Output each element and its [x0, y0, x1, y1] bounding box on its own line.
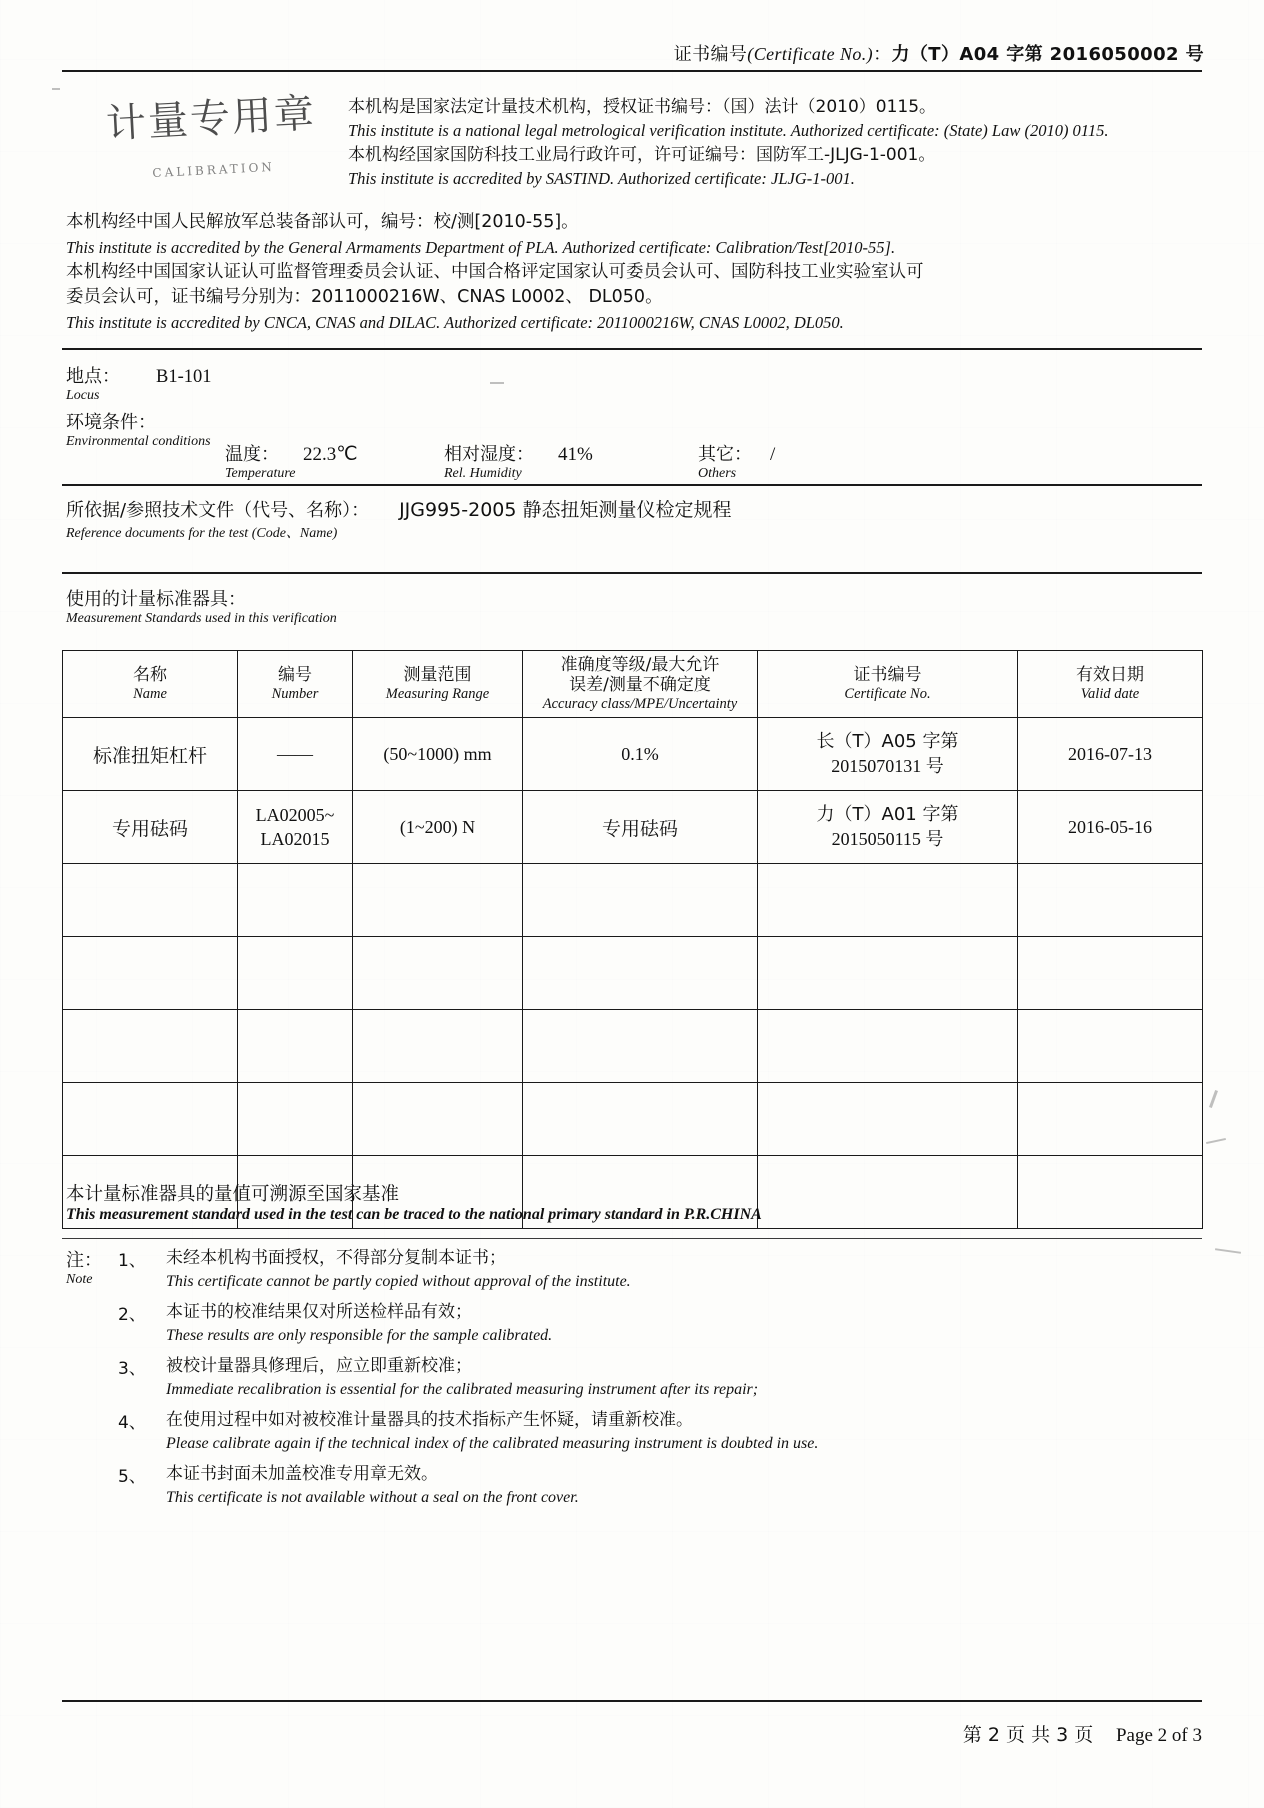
- col-valid-date-en: Valid date: [1080, 685, 1140, 702]
- cell-range: [353, 864, 523, 937]
- table-row: [63, 864, 1203, 937]
- note-text-en: These results are only responsible for the sample calibrated.: [166, 1326, 553, 1344]
- certificate-number-label-cn: 证书编号: [673, 44, 748, 65]
- note-text-cn: 本证书的校准结果仅对所送检样品有效；: [166, 1302, 472, 1323]
- divider-before-notes: [62, 1238, 1202, 1239]
- divider-footer: [62, 1700, 1202, 1702]
- standards-table: [62, 650, 1203, 1229]
- note-text-en: Please calibrate again if the technical index of the calibrated measuring instrument is doubted in use.: [166, 1434, 819, 1452]
- col-range-en: Measuring Range: [385, 685, 490, 702]
- col-accuracy-cn-1: 准确度等级/最大允许: [560, 654, 720, 675]
- traceability-en: This measurement standard used in the test can be traced to the national primary standard in P.R.CHINA: [66, 1206, 762, 1223]
- environment-label-cn: 环境条件：: [66, 412, 156, 433]
- temperature-label-en: Temperature: [225, 466, 296, 481]
- cell-number: [238, 1083, 353, 1156]
- humidity-value: 41%: [558, 444, 593, 465]
- accreditation-line1-cn: 本机构是国家法定计量技术机构，授权证书编号：（国）法计（2010）0115。: [348, 97, 937, 117]
- scan-speck: [490, 382, 504, 384]
- scan-speck: [1206, 1138, 1226, 1144]
- note-text-cn: 被校计量器具修理后，应立即重新校准；: [166, 1356, 472, 1377]
- note-number: 1、: [118, 1251, 146, 1271]
- col-accuracy-cn-2: 误差/测量不确定度: [569, 675, 711, 696]
- locus-field: [66, 362, 212, 404]
- page-number-en: Page 2 of 3: [1115, 1725, 1202, 1746]
- cell-number: ——: [238, 718, 353, 791]
- table-row: [63, 791, 1203, 864]
- cell-certificate-no-line1: 长（T）A05 字第: [816, 730, 959, 752]
- accreditation-line4-en: This institute is accredited by CNCA, CNAS and DILAC. Authorized certificate: 2011000216W, CNAS L0002, DL050.: [66, 312, 844, 332]
- reference-document-value: JJG995-2005 静态扭矩测量仪检定规程: [399, 499, 732, 521]
- cell-number: [238, 864, 353, 937]
- cell-range: (1~200) N: [353, 791, 523, 864]
- table-row: [63, 937, 1203, 1010]
- table-row: [63, 1083, 1203, 1156]
- cell-accuracy: 专用砝码: [523, 791, 758, 864]
- note-item: [66, 1300, 1206, 1347]
- cell-range: (50~1000) mm: [353, 718, 523, 791]
- divider-top: [62, 70, 1202, 72]
- notes-label-en: Note: [66, 1272, 93, 1287]
- accreditation-block-wide: [66, 210, 1206, 335]
- col-valid-date: [1018, 651, 1203, 718]
- cell-valid-date: [1018, 864, 1203, 937]
- reference-document-label-en: Reference documents for the test (Code、Name): [66, 526, 338, 541]
- page-number-cn: 第 2 页 共 3 页: [962, 1724, 1094, 1746]
- institute-seal: [103, 92, 323, 203]
- table-row: [63, 1010, 1203, 1083]
- cell-accuracy: [523, 864, 758, 937]
- certificate-number-separator: ：: [873, 44, 892, 65]
- cell-certificate-no: [758, 718, 1018, 791]
- certificate-number-label-en: (Certificate No.): [747, 44, 874, 64]
- seal-text: 计量专用章: [104, 90, 318, 148]
- col-number-en: Number: [271, 685, 319, 702]
- note-item: [66, 1408, 1206, 1455]
- cell-accuracy: [523, 1083, 758, 1156]
- col-range: [353, 651, 523, 718]
- temperature-value: 22.3℃: [303, 444, 358, 465]
- col-name: [63, 651, 238, 718]
- note-number: 2、: [118, 1305, 146, 1326]
- humidity-label-en: Rel. Humidity: [444, 466, 522, 481]
- accreditation-line4-cn: 本机构经中国国家认证认可监督管理委员会认证、中国合格评定国家认可委员会认可、国防科技工业实验室认可: [66, 261, 924, 282]
- cell-certificate-no: [758, 791, 1018, 864]
- cell-name: [63, 1083, 238, 1156]
- divider-before-standards: [62, 572, 1202, 574]
- cell-valid-date: [1018, 937, 1203, 1010]
- cell-number-line1: LA02005~: [255, 804, 335, 825]
- cell-name: 专用砝码: [63, 791, 238, 864]
- certificate-number-value: 力（T）A04 字第 2016050002 号: [891, 44, 1204, 65]
- note-text-en: This certificate cannot be partly copied without approval of the institute.: [166, 1272, 631, 1290]
- note-text-cn: 未经本机构书面授权，不得部分复制本证书；: [166, 1248, 506, 1268]
- cell-name: [63, 937, 238, 1010]
- accreditation-line3-en: This institute is accredited by the General Armaments Department of PLA. Authorized certificate: Calibration/Test[2010-55].: [66, 237, 896, 257]
- cell-range: [353, 1083, 523, 1156]
- cell-valid-date: [1018, 1083, 1203, 1156]
- cell-accuracy: 0.1%: [523, 718, 758, 791]
- cell-certificate-no-line2: 2015070131 号: [831, 756, 944, 776]
- note-text-cn: 在使用过程中如对被校准计量器具的技术指标产生怀疑，请重新校准。: [166, 1410, 693, 1431]
- accreditation-line1-en: This institute is a national legal metrological verification institute. Authorized certificate: (State) Law (2010) 0115.: [348, 121, 1109, 141]
- cell-accuracy: [523, 1010, 758, 1083]
- cell-number: [238, 937, 353, 1010]
- environment-values: [225, 440, 1205, 482]
- col-name-cn: 名称: [133, 665, 167, 686]
- col-number-cn: 编号: [278, 665, 312, 686]
- environment-label-en: Environmental conditions: [66, 434, 211, 449]
- cell-certificate-no: [758, 937, 1018, 1010]
- cell-certificate-no: [758, 1010, 1018, 1083]
- accreditation-line2-cn: 本机构经国家国防科技工业局行政许可，许可证编号：国防军工-JLJG-1-001。: [348, 144, 936, 165]
- col-certificate-no-en: Certificate No.: [844, 685, 931, 702]
- cell-name: [63, 864, 238, 937]
- accreditation-line2-en: This institute is accredited by SASTIND. Authorized certificate: JLJG-1-001.: [348, 168, 855, 188]
- others-label-cn: 其它：: [698, 444, 752, 465]
- temperature-label-cn: 温度：: [225, 444, 279, 465]
- divider-before-refdoc: [62, 484, 1202, 486]
- standards-used-heading: [66, 585, 337, 627]
- note-text-en: This certificate is not available without a seal on the front cover.: [166, 1488, 579, 1506]
- seal-subtext: CALIBRATION: [152, 159, 276, 181]
- col-certificate-no-cn: 证书编号: [853, 665, 922, 686]
- accreditation-line4b-cn: 委员会认可，证书编号分别为：2011000216W、CNAS L0002、 DL050。: [66, 287, 663, 308]
- cell-certificate-no-line2: 2015050115 号: [831, 829, 944, 849]
- note-number: 3、: [118, 1359, 146, 1380]
- table-row: [63, 718, 1203, 791]
- cell-valid-date: [1018, 1010, 1203, 1083]
- note-number: 5、: [118, 1467, 146, 1488]
- traceability-statement: [66, 1180, 1206, 1224]
- cell-range: [353, 1010, 523, 1083]
- cell-number: [238, 1010, 353, 1083]
- note-text-en: Immediate recalibration is essential for the calibrated measuring instrument after its repair;: [166, 1380, 759, 1398]
- cell-certificate-no-line1: 力（T）A01 字第: [816, 803, 959, 825]
- note-text-cn: 本证书封面未加盖校准专用章无效。: [166, 1464, 438, 1485]
- cell-number: [238, 791, 353, 864]
- cell-name: 标准扭矩杠杆: [63, 718, 238, 791]
- page-footer: [963, 1720, 1202, 1747]
- standards-used-label-en: Measurement Standards used in this verification: [66, 611, 337, 626]
- col-name-en: Name: [133, 685, 167, 702]
- reference-document-label-cn: 所依据/参照技术文件（代号、名称）：: [66, 500, 370, 521]
- col-valid-date-cn: 有效日期: [1076, 665, 1144, 686]
- col-number: [238, 651, 353, 718]
- accreditation-line3-cn: 本机构经中国人民解放军总装备部认可，编号：校/测[2010-55]。: [66, 212, 579, 232]
- col-accuracy-en: Accuracy class/MPE/Uncertainty: [542, 695, 738, 712]
- note-item: [66, 1354, 1206, 1401]
- scan-speck: [1209, 1090, 1218, 1108]
- reference-document-field: [66, 495, 1206, 542]
- locus-value: B1-101: [156, 367, 212, 387]
- col-accuracy: [523, 651, 758, 718]
- cell-certificate-no: [758, 864, 1018, 937]
- certificate-number-header: [674, 40, 1204, 66]
- locus-label-en: Locus: [66, 388, 100, 403]
- cell-valid-date: 2016-05-16: [1018, 791, 1203, 864]
- col-range-cn: 测量范围: [403, 665, 472, 686]
- accreditation-block-top: [348, 95, 1214, 190]
- others-field: [698, 440, 898, 482]
- humidity-field: [444, 440, 694, 482]
- note-number: 4、: [118, 1413, 146, 1434]
- notes-section: [66, 1246, 1206, 1516]
- scan-speck: [52, 88, 60, 90]
- others-label-en: Others: [698, 466, 737, 481]
- traceability-cn: 本计量标准器具的量值可溯源至国家基准: [66, 1184, 400, 1205]
- cell-accuracy: [523, 937, 758, 1010]
- notes-label-cn: 注：: [66, 1250, 102, 1271]
- scan-speck: [1215, 1248, 1241, 1254]
- cell-valid-date: 2016-07-13: [1018, 718, 1203, 791]
- environment-field: [66, 408, 211, 450]
- divider-after-accreditation: [62, 348, 1202, 350]
- temperature-field: [225, 440, 440, 482]
- cell-name: [63, 1010, 238, 1083]
- humidity-label-cn: 相对湿度：: [444, 444, 534, 465]
- cell-number-line2: LA02015: [260, 829, 330, 849]
- note-item: [66, 1246, 1206, 1293]
- note-item: [66, 1462, 1206, 1509]
- cell-certificate-no: [758, 1083, 1018, 1156]
- col-certificate-no: [758, 651, 1018, 718]
- locus-label-cn: 地点：: [66, 366, 120, 387]
- standards-used-label-cn: 使用的计量标准器具：: [66, 589, 246, 610]
- others-value: /: [770, 444, 776, 465]
- cell-range: [353, 937, 523, 1010]
- table-header-row: [63, 651, 1203, 718]
